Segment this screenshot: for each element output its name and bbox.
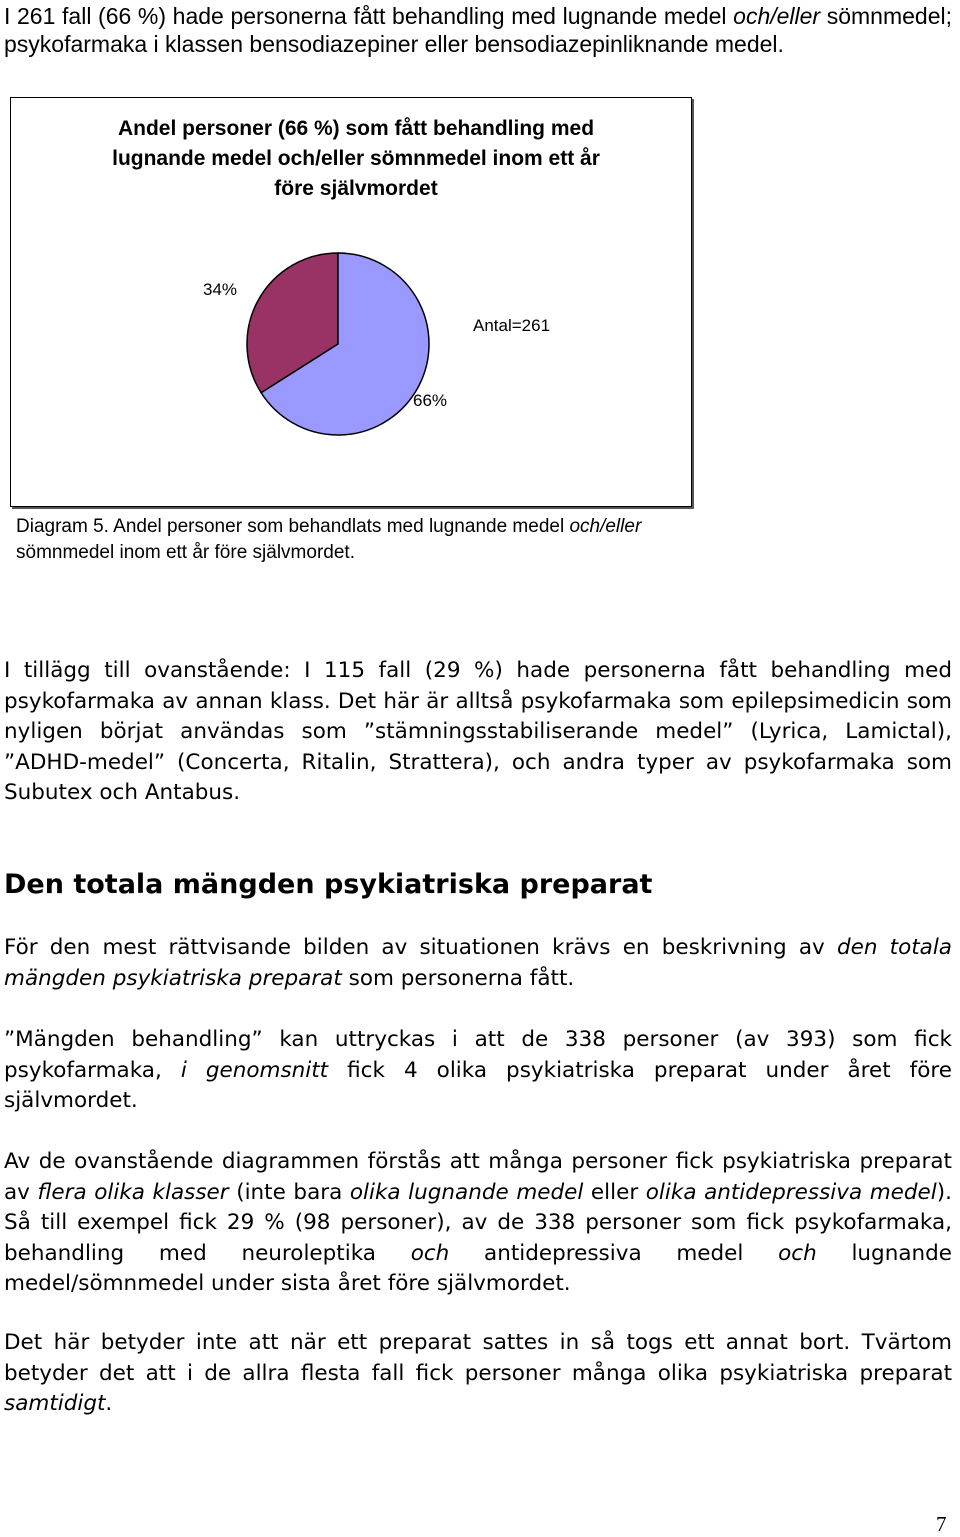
intro-emphasis: och/eller [733,3,821,29]
caption-text-1: Diagram 5. Andel personer som behandlats med lugnande medel [16,516,570,537]
av-emphasis-4: och [410,1240,450,1266]
av-emphasis-5: och [778,1240,817,1266]
det-text-2: . [105,1391,113,1416]
av-emphasis-1: flera olika klasser [37,1179,229,1205]
av-text-2: (inte bara [228,1179,350,1205]
slice-label-34: 34% [203,280,238,299]
paragraph-multiple-classes [4,1147,952,1300]
av-text-4: ). Så till exempel fick 29 % (98 personer), av de 338 personer som fick psykofarmaka, behandling med neuroleptika [4,1179,952,1266]
mangden-text-1: ”Mängden behandling” kan uttryckas i att de 338 personer (av 393) som fick psykofarmaka, [4,1027,952,1083]
slice-label-66: 66% [413,391,448,410]
intro-text-1: I 261 fall (66 %) hade personerna fått behandling med lugnande medel [4,3,734,29]
intro-paragraph [4,2,952,58]
figure-caption [16,514,736,566]
chart-annotation-count: Antal=261 [473,316,551,335]
total-text-1: För den mest rättvisande bilden av situationen krävs en beskrivning av [4,935,837,960]
total-text-2: som personerna fått. [341,965,575,991]
pie-chart-canvas [11,98,691,506]
chart-title-line-2: lugnande medel och/eller sömnmedel inom ett år [112,147,600,170]
section-heading: Den totala mängden psykiatriska preparat [4,869,653,900]
av-emphasis-3: olika antidepressiva medel [645,1179,937,1205]
paragraph-other-classes: I tillägg till ovanstående: I 115 fall (29 %) hade personerna fått behandling med psykofarmaka av annan klass. Det här är alltså psykofarmaka som epilepsimedicin som nyligen börjat användas som ”stämningsstabiliserande medel” (Lyrica, Lamictal), ”ADHD-medel” (Concerta, Ritalin, Strattera), och andra typer av psykofarmaka som Subutex och Antabus. [4,658,952,805]
av-emphasis-2: olika lugnande medel [349,1179,584,1205]
pie-chart [10,97,692,507]
det-emphasis: samtidigt [4,1391,106,1416]
caption-text-2: sömnmedel inom ett år före självmordet. [16,542,355,563]
det-text-1: Det här betyder inte att när ett preparat sattes in så togs ett annat bort. Tvärtom betyder det att i de allra flesta fall fick personer många olika psykiatriska preparat [4,1330,952,1386]
mangden-text-2: fick 4 olika psykiatriska preparat under året före självmordet. [4,1057,952,1113]
paragraph-total-amount [4,933,952,994]
chart-title-line-3: före självmordet [274,177,438,200]
av-text-1: Av de ovanstående diagrammen förstås att många personer fick psykiatriska preparat av [4,1149,952,1205]
total-emphasis: den totala mängden psykiatriska preparat [4,935,952,991]
av-text-5: antidepressiva medel [449,1240,779,1266]
mangden-emphasis: i genomsnitt [180,1057,329,1083]
paragraph-simultaneous [4,1328,952,1420]
intro-text-2: sömnmedel; psykofarmaka i klassen bensodiazepiner eller bensodiazepinliknande medel. [4,3,952,57]
av-text-3: eller [583,1179,646,1205]
paragraph-amount-treatment [4,1025,952,1117]
page-number: 7 [936,1512,947,1536]
chart-title-line-1: Andel personer (66 %) som fått behandling med [117,117,595,140]
caption-emphasis: och/eller [569,516,642,537]
av-text-6: lugnande medel/sömnmedel under sista året före självmordet. [4,1240,952,1296]
